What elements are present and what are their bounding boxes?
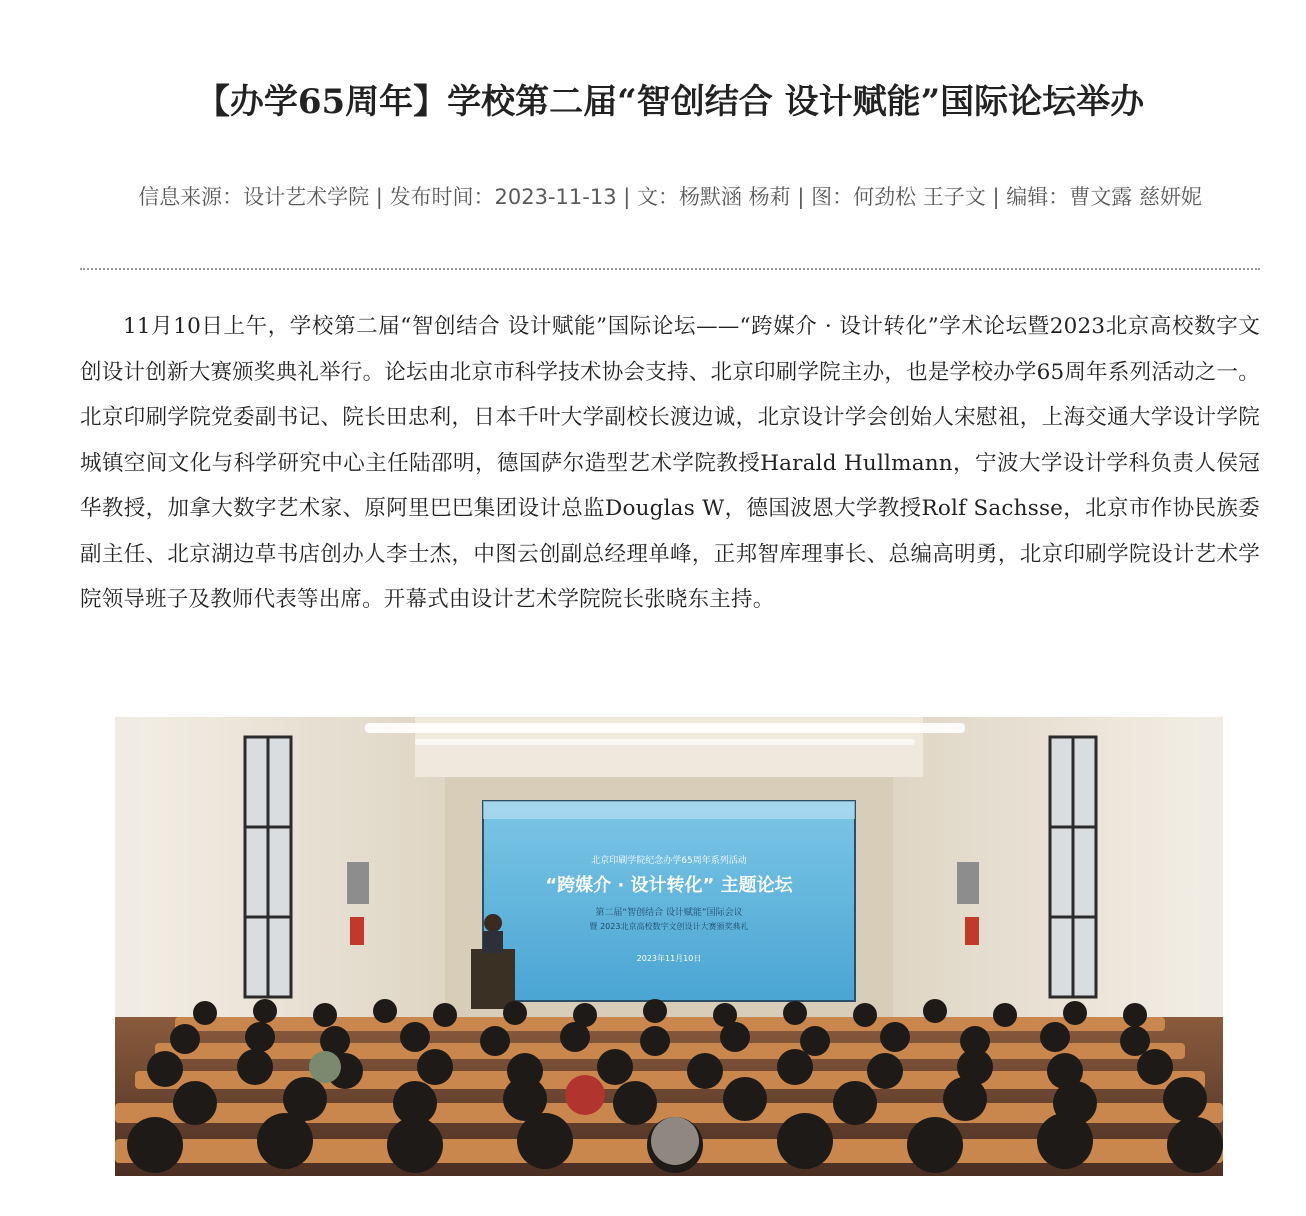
screen-date: 2023年11月10日 (636, 954, 702, 963)
screen-line-4: 暨 2023北京高校数字文创设计大赛颁奖典礼 (589, 922, 749, 931)
article-paragraph: 11月10日上午，学校第二届“智创结合 设计赋能”国际论坛——“跨媒介 · 设计转化”学术论坛暨2023北京高校数字文创设计创新大赛颁奖典礼举行。论坛由北京市科学技术协会支持、北京印刷学院主办，也是学校办学65周年系列活动之一。北京印刷学院党委副书记、院长田忠利，日本千叶大学副校长渡边诚，北京设计学会创始人宋慰祖，上海交通大学设计学院城镇空间文化与科学研究中心主任陆邵明，德国萨尔造型艺术学院教授Harald Hullmann，宁波大学设计学科负责人侯冠华教授，加拿大数字艺术家、原阿里巴巴集团设计总监Douglas W，德国波恩大学教授Rolf Sachsse，北京市作协民族委副主任、北京湖边草书店创办人李士杰，中图云创副总经理单峰，正邦智库理事长、总编高明勇，北京印刷学院设计艺术学院领导班子及教师代表等出席。开幕式由设计艺术学院院长张晓东主持。 (80, 314, 1260, 612)
article (80, 0, 1260, 623)
forum-photo (115, 717, 1223, 1176)
meta-divider (80, 268, 1260, 270)
screen-line-2: “跨媒介 · 设计转化” 主题论坛 (545, 875, 793, 896)
article-meta: 信息来源：设计艺术学院 | 发布时间：2023-11-13 | 文：杨默涵 杨莉 | 图：何劲松 王子文 | 编辑：曹文露 慈妍妮 (138, 185, 1202, 209)
screen-line-1: 北京印刷学院纪念办学65周年系列活动 (591, 856, 747, 866)
screen-line-3: 第二届“智创结合 设计赋能”国际会议 (595, 908, 743, 918)
article-title: 【办学65周年】学校第二届“智创结合 设计赋能”国际论坛举办 (195, 82, 1145, 122)
